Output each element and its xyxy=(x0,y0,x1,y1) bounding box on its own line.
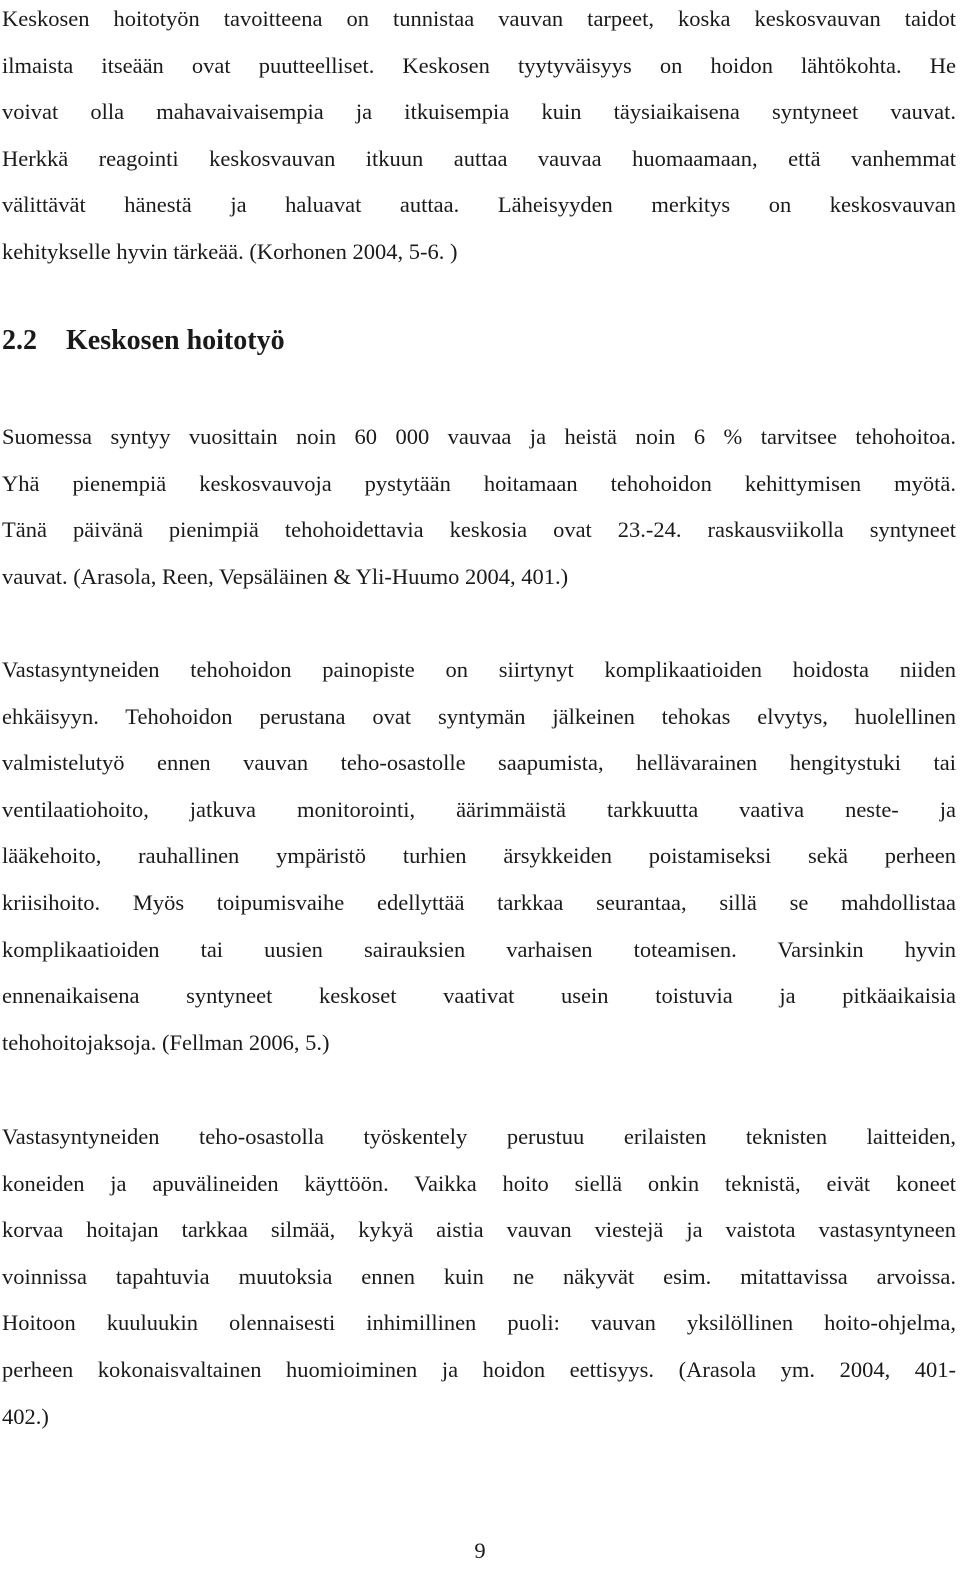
text-line: välittävät hänestä ja haluavat auttaa. Läheisyyden merkitys on keskosvauvan xyxy=(2,192,956,218)
paragraph-1 xyxy=(2,0,956,276)
text-line: koneiden ja apuvälineiden käyttöön. Vaikka hoito siellä onkin teknistä, eivät koneet xyxy=(2,1170,956,1196)
text-line: valmistelutyö ennen vauvan teho-osastolle saapumista, hellävarainen hengitystuki tai xyxy=(2,750,956,776)
text-line: vauvat. (Arasola, Reen, Vepsäläinen & Yli-Huumo 2004, 401.) xyxy=(2,563,569,589)
text-line: Suomessa syntyy vuosittain noin 60 000 vauvaa ja heistä noin 6 % tarvitsee tehohoitoa. xyxy=(2,424,956,449)
text-line: voinnissa tapahtuvia muutoksia ennen kuin ne näkyvät esim. mitattavissa arvoissa. xyxy=(2,1263,956,1289)
paragraph-2 xyxy=(2,414,956,600)
text-line: voivat olla mahavaivaisempia ja itkuisempia kuin täysiaikaisena syntyneet vauvat. xyxy=(2,99,956,125)
text-line: lääkehoito, rauhallinen ympäristö turhien ärsykkeiden poistamiseksi sekä perheen xyxy=(2,843,956,869)
text-line: ennenaikaisena syntyneet keskoset vaativat usein toistuvia ja pitkäaikaisia xyxy=(2,983,956,1009)
page-number: 9 xyxy=(474,1538,486,1563)
text-line: Herkkä reagointi keskosvauvan itkuun auttaa vauvaa huomaamaan, että vanhemmat xyxy=(2,145,956,171)
text-line: Keskosen hoitotyön tavoitteena on tunnistaa vauvan tarpeet, koska keskosvauvan taidot xyxy=(2,6,956,31)
text-line: komplikaatioiden tai uusien sairauksien varhaisen toteamisen. Varsinkin hyvin xyxy=(2,936,956,962)
text-line: Hoitoon kuuluukin olennaisesti inhimillinen puoli: vauvan yksilöllinen hoito-ohjelma, xyxy=(2,1310,956,1336)
text-line: kehitykselle hyvin tärkeää. (Korhonen 2004, 5-6. ) xyxy=(2,238,458,264)
text-line: Tänä päivänä pienimpiä tehohoidettavia keskosia ovat 23.-24. raskausviikolla syntyneet xyxy=(2,517,956,543)
text-line: 402.) xyxy=(2,1403,49,1429)
text-line: perheen kokonaisvaltainen huomioiminen ja hoidon eettisyys. (Arasola ym. 2004, 401- xyxy=(2,1356,956,1382)
section-heading xyxy=(2,316,285,366)
paragraph-4 xyxy=(2,1114,956,1440)
text-line: ventilaatiohoito, jatkuva monitorointi, äärimmäistä tarkkuutta vaativa neste- ja xyxy=(2,796,956,822)
paragraph-3 xyxy=(2,647,956,1066)
section-title: Keskosen hoitotyö xyxy=(66,325,285,356)
text-line: Vastasyntyneiden tehohoidon painopiste on siirtynyt komplikaatioiden hoidosta niiden xyxy=(2,657,956,682)
text-line: Yhä pienempiä keskosvauvoja pystytään hoitamaan tehohoidon kehittymisen myötä. xyxy=(2,470,956,496)
text-line: Vastasyntyneiden teho-osastolla työskentely perustuu erilaisten teknisten laitteiden, xyxy=(2,1124,956,1149)
text-line: ehkäisyyn. Tehohoidon perustana ovat syntymän jälkeinen tehokas elvytys, huolellinen xyxy=(2,703,956,729)
text-line: ilmaista itseään ovat puutteelliset. Keskosen tyytyväisyys on hoidon lähtökohta. He xyxy=(2,52,956,78)
text-line: kriisihoito. Myös toipumisvaihe edellyttää tarkkaa seurantaa, sillä se mahdollistaa xyxy=(2,889,956,915)
text-line: tehohoitojaksoja. (Fellman 2006, 5.) xyxy=(2,1029,330,1055)
section-number: 2.2 xyxy=(2,325,37,356)
text-line: korvaa hoitajan tarkkaa silmää, kykyä aistia vauvan viestejä ja vaistota vastasyntyneen xyxy=(2,1217,956,1243)
